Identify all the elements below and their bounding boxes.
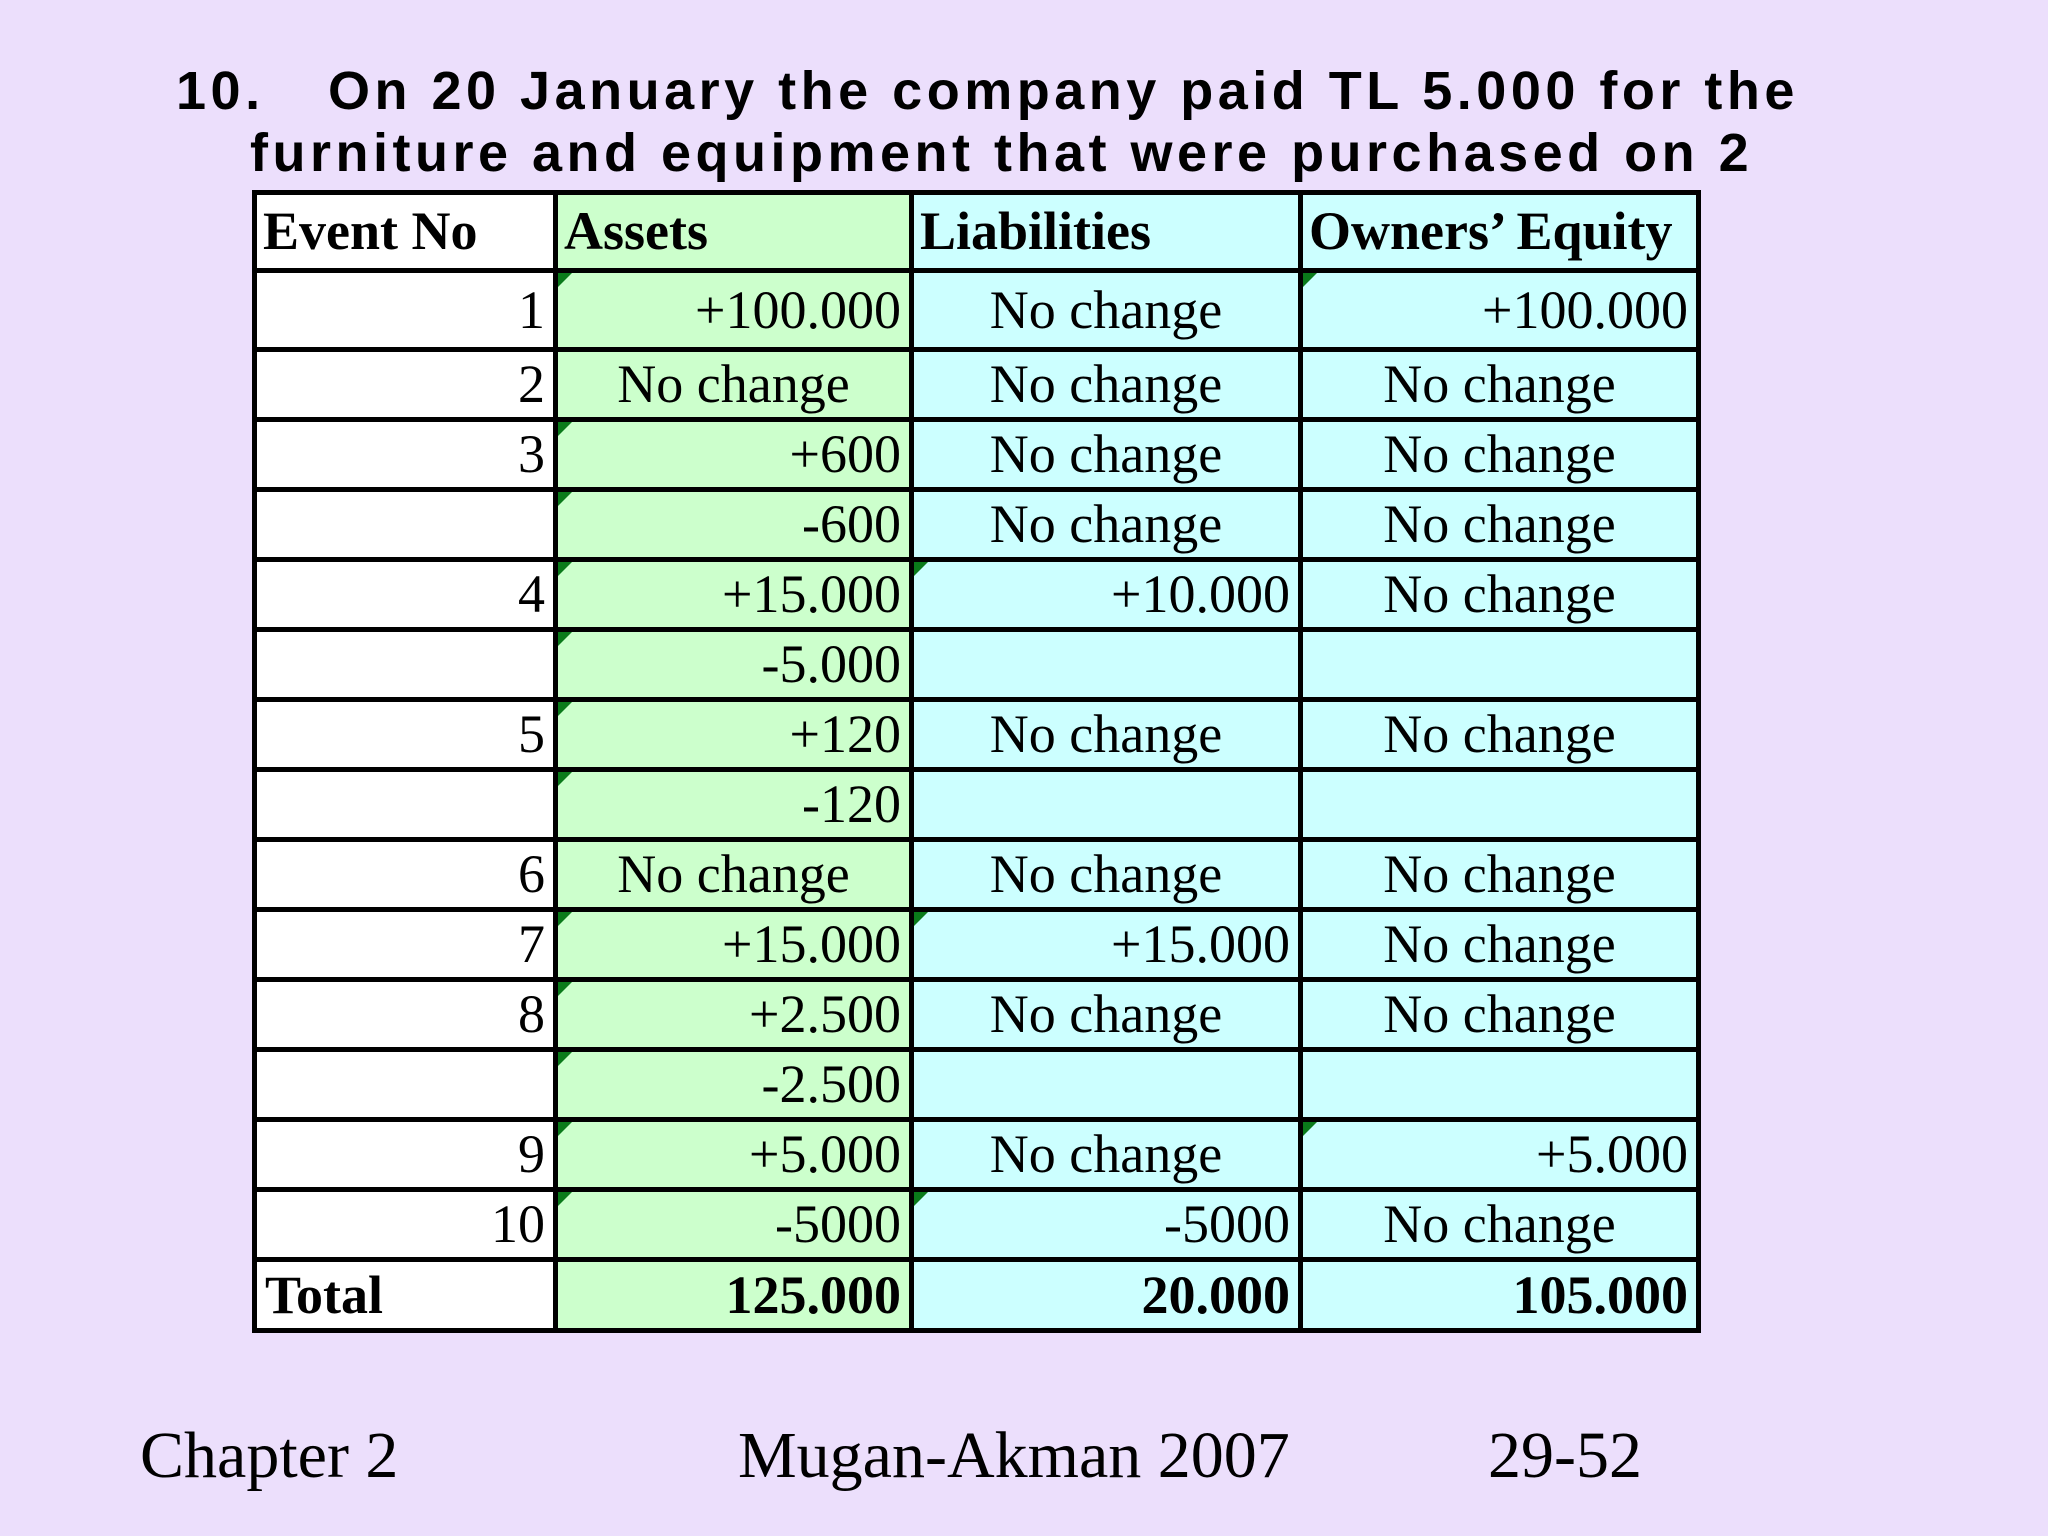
event-no-cell-value: 7 (518, 914, 545, 974)
owners-equity-cell (1301, 350, 1699, 420)
cell-comment-marker-icon (558, 912, 572, 926)
event-no-cell (255, 910, 556, 980)
cell-comment-marker-icon (1303, 273, 1317, 287)
assets-cell (556, 271, 912, 350)
liabilities-cell-value: +10.000 (1111, 564, 1290, 624)
cell-comment-marker-icon (914, 562, 928, 576)
event-no-cell (255, 1050, 556, 1120)
liabilities-cell-value: No change (989, 1124, 1223, 1184)
liabilities-cell (912, 1050, 1301, 1120)
footer-chapter: Chapter 2 (140, 1419, 399, 1492)
owners-equity-cell-value: No change (1383, 984, 1616, 1044)
footer-page-number: 29-52 (1488, 1419, 1642, 1492)
assets-cell (556, 980, 912, 1050)
liabilities-cell (912, 910, 1301, 980)
liabilities-cell-value: No change (989, 280, 1223, 340)
owners-equity-cell (1301, 840, 1699, 910)
assets-cell (556, 840, 912, 910)
table-row (255, 840, 1699, 910)
assets-cell (556, 630, 912, 700)
liabilities-cell-value: +15.000 (1111, 914, 1290, 974)
owners-equity-cell-value: No change (1383, 564, 1616, 624)
event-no-cell-value: 2 (518, 354, 545, 414)
owners-equity-cell (1301, 980, 1699, 1050)
owners-equity-cell-value: +5.000 (1536, 1124, 1688, 1184)
assets-cell-value: -2.500 (761, 1054, 901, 1114)
assets-cell (556, 350, 912, 420)
table-row (255, 630, 1699, 700)
owners-equity-cell (1301, 770, 1699, 840)
assets-cell-value: -120 (802, 774, 901, 834)
assets-cell-value: +120 (789, 704, 901, 764)
cell-comment-marker-icon (558, 982, 572, 996)
liabilities-cell (912, 700, 1301, 770)
event-no-cell (255, 490, 556, 560)
title-number: 10. (176, 61, 265, 121)
assets-cell (556, 490, 912, 560)
title-line-2: furniture and equipment that were purchased on 2 (250, 123, 1754, 183)
cell-comment-marker-icon (558, 702, 572, 716)
event-no-cell-value: 1 (518, 280, 545, 340)
liabilities-cell-value: No change (989, 844, 1223, 904)
header-event-no: Event No (255, 193, 556, 271)
assets-cell-value: +15.000 (722, 564, 901, 624)
owners-equity-cell (1301, 271, 1699, 350)
assets-cell (556, 1050, 912, 1120)
total-row (255, 1260, 1699, 1331)
header-owners-equity: Owners’ Equity (1301, 193, 1699, 271)
header-assets: Assets (556, 193, 912, 271)
cell-comment-marker-icon (558, 562, 572, 576)
liabilities-cell-value: No change (989, 424, 1223, 484)
cell-comment-marker-icon (914, 912, 928, 926)
accounting-equation-table (252, 190, 1701, 1333)
total-label: Total (255, 1260, 556, 1331)
liabilities-cell (912, 840, 1301, 910)
owners-equity-cell-value: No change (1383, 704, 1616, 764)
table-row (255, 420, 1699, 490)
owners-equity-cell-value: +100.000 (1482, 280, 1688, 340)
owners-equity-cell (1301, 420, 1699, 490)
cell-comment-marker-icon (558, 772, 572, 786)
footer-author: Mugan-Akman 2007 (738, 1419, 1290, 1492)
assets-cell-value: No change (617, 354, 850, 414)
assets-cell (556, 770, 912, 840)
table-row (255, 1190, 1699, 1260)
cell-comment-marker-icon (1303, 1122, 1317, 1136)
event-no-cell (255, 1120, 556, 1190)
event-no-cell-value: 9 (518, 1124, 545, 1184)
liabilities-cell (912, 271, 1301, 350)
cell-comment-marker-icon (914, 1192, 928, 1206)
owners-equity-cell (1301, 700, 1699, 770)
liabilities-cell (912, 770, 1301, 840)
liabilities-cell (912, 630, 1301, 700)
table-row (255, 980, 1699, 1050)
event-no-cell-value: 3 (518, 424, 545, 484)
cell-comment-marker-icon (558, 1052, 572, 1066)
assets-cell (556, 560, 912, 630)
table-row (255, 271, 1699, 350)
liabilities-cell (912, 1190, 1301, 1260)
table-row (255, 910, 1699, 980)
table-row (255, 770, 1699, 840)
assets-cell (556, 1120, 912, 1190)
event-no-cell (255, 840, 556, 910)
owners-equity-cell (1301, 630, 1699, 700)
liabilities-cell (912, 420, 1301, 490)
cell-comment-marker-icon (558, 492, 572, 506)
owners-equity-cell-value: No change (1383, 844, 1616, 904)
event-no-cell (255, 630, 556, 700)
liabilities-cell (912, 490, 1301, 560)
owners-equity-cell-value: No change (1383, 1194, 1616, 1254)
liabilities-cell (912, 1120, 1301, 1190)
assets-cell (556, 910, 912, 980)
event-no-cell-value: 5 (518, 704, 545, 764)
table-row (255, 490, 1699, 560)
cell-comment-marker-icon (558, 273, 572, 287)
assets-cell-value: +600 (789, 424, 901, 484)
table-row (255, 560, 1699, 630)
owners-equity-cell (1301, 1120, 1699, 1190)
owners-equity-cell (1301, 560, 1699, 630)
event-no-cell (255, 420, 556, 490)
cell-comment-marker-icon (558, 1122, 572, 1136)
owners-equity-cell (1301, 490, 1699, 560)
cell-comment-marker-icon (558, 422, 572, 436)
total-assets: 125.000 (556, 1260, 912, 1331)
assets-cell-value: -5000 (775, 1194, 901, 1254)
assets-cell-value: No change (617, 844, 850, 904)
owners-equity-cell (1301, 910, 1699, 980)
liabilities-cell-value: No change (989, 984, 1223, 1044)
owners-equity-cell (1301, 1050, 1699, 1120)
slide-title (176, 60, 1936, 184)
table-row (255, 350, 1699, 420)
header-liabilities: Liabilities (912, 193, 1301, 271)
assets-cell-value: +2.500 (749, 984, 901, 1044)
owners-equity-cell-value: No change (1383, 354, 1616, 414)
table-row (255, 1050, 1699, 1120)
event-no-cell (255, 700, 556, 770)
owners-equity-cell (1301, 1190, 1699, 1260)
liabilities-cell-value: No change (989, 354, 1223, 414)
assets-cell-value: -600 (802, 494, 901, 554)
liabilities-cell-value: No change (989, 704, 1223, 764)
liabilities-cell (912, 350, 1301, 420)
cell-comment-marker-icon (558, 1192, 572, 1206)
event-no-cell-value: 10 (491, 1194, 545, 1254)
event-no-cell (255, 770, 556, 840)
total-owners-equity: 105.000 (1301, 1260, 1699, 1331)
event-no-cell (255, 350, 556, 420)
event-no-cell (255, 271, 556, 350)
table-row (255, 1120, 1699, 1190)
event-no-cell (255, 560, 556, 630)
assets-cell-value: +15.000 (722, 914, 901, 974)
assets-cell-value: -5.000 (761, 634, 901, 694)
table-body (255, 271, 1699, 1331)
liabilities-cell (912, 980, 1301, 1050)
cell-comment-marker-icon (558, 632, 572, 646)
owners-equity-cell-value: No change (1383, 914, 1616, 974)
assets-cell (556, 1190, 912, 1260)
assets-cell (556, 420, 912, 490)
event-no-cell-value: 6 (518, 844, 545, 904)
event-no-cell (255, 1190, 556, 1260)
title-line-1: On 20 January the company paid TL 5.000 for the (328, 61, 1799, 121)
owners-equity-cell-value: No change (1383, 424, 1616, 484)
header-row (255, 193, 1699, 271)
assets-cell-value: +100.000 (695, 280, 901, 340)
liabilities-cell (912, 560, 1301, 630)
owners-equity-cell-value: No change (1383, 494, 1616, 554)
liabilities-cell-value: No change (989, 494, 1223, 554)
event-no-cell-value: 4 (518, 564, 545, 624)
total-liabilities: 20.000 (912, 1260, 1301, 1331)
event-no-cell-value: 8 (518, 984, 545, 1044)
assets-cell-value: +5.000 (749, 1124, 901, 1184)
event-no-cell (255, 980, 556, 1050)
assets-cell (556, 700, 912, 770)
table-row (255, 700, 1699, 770)
liabilities-cell-value: -5000 (1164, 1194, 1290, 1254)
